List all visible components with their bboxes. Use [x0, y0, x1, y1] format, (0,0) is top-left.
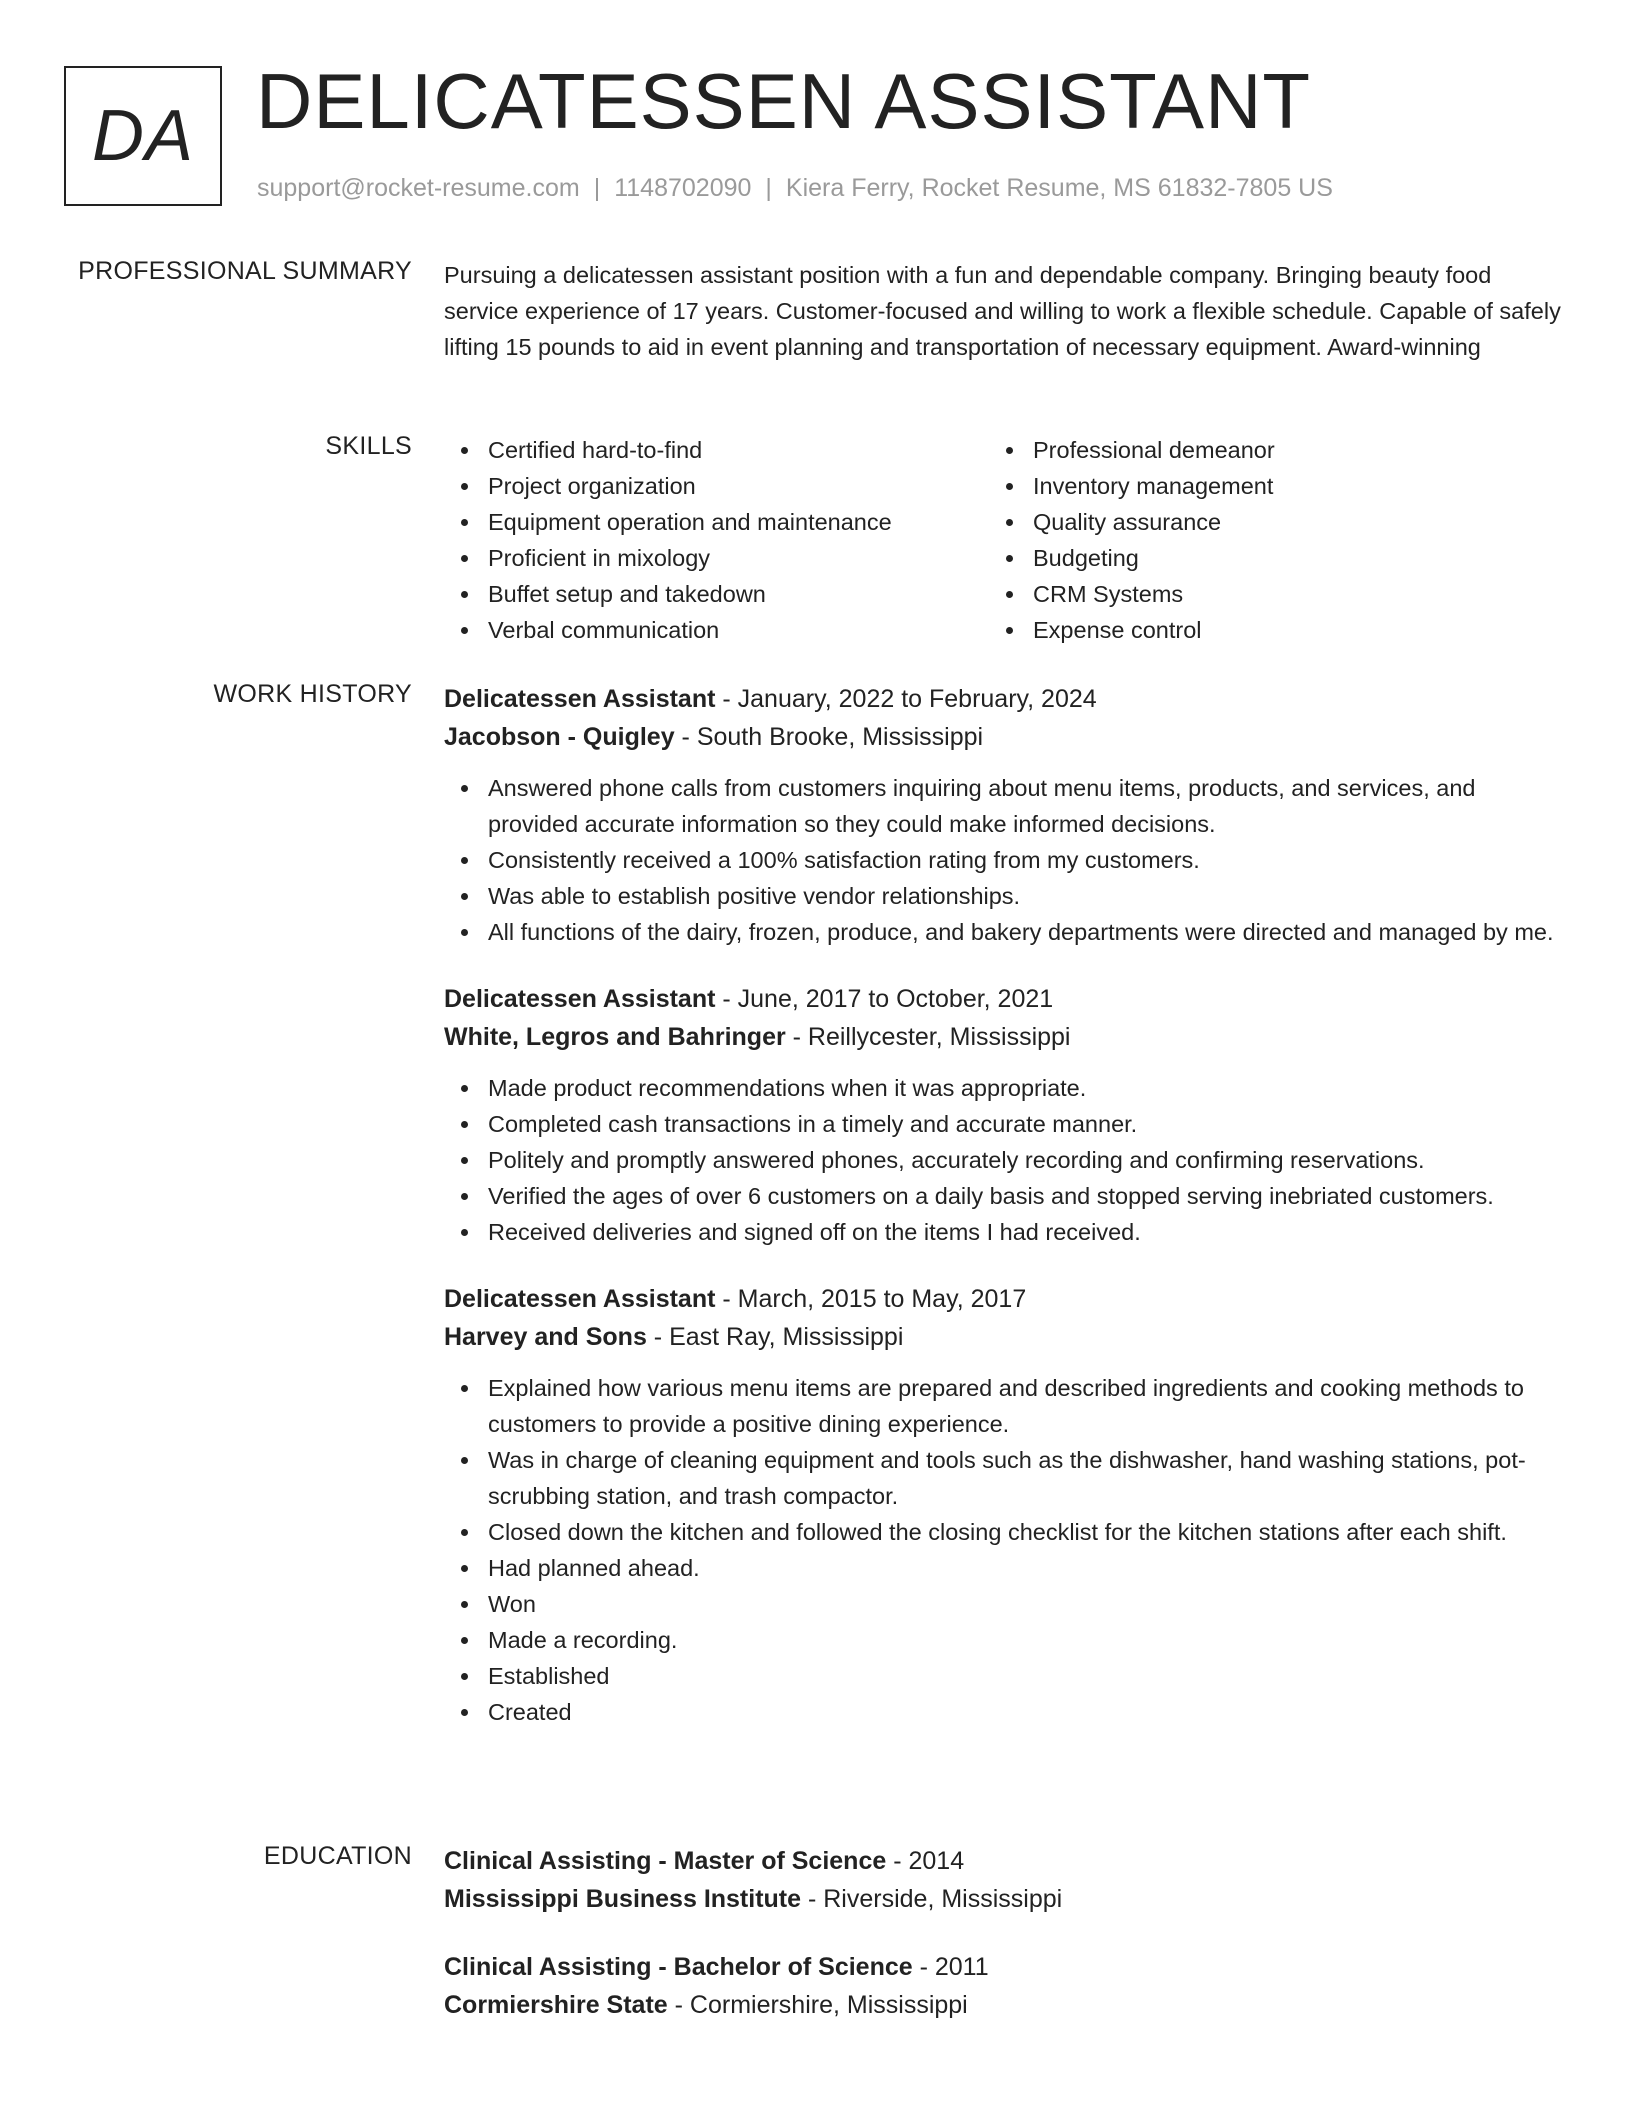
- graduation-year: - 2014: [886, 1847, 965, 1875]
- skill-item: Project organization: [444, 468, 892, 504]
- job-company-line: [444, 718, 1564, 756]
- skills-list-left: [444, 432, 892, 648]
- job-title: Delicatessen Assistant: [444, 985, 716, 1013]
- degree: Clinical Assisting - Master of Science: [444, 1847, 887, 1875]
- summary-text: Pursuing a delicatessen assistant position with a fun and dependable company. Bringing beauty food service experience of 17 years. Customer-focused and willing to work a flexible schedule. Capable of safely lifting 15 pounds to aid in event planning and transportation of necessary equipment. Award-winning: [444, 262, 1561, 360]
- section-label: SKILLS: [325, 432, 412, 460]
- section-label: EDUCATION: [263, 1842, 412, 1870]
- contact-phone[interactable]: 1148702090: [614, 174, 752, 202]
- job-bullet: Had planned ahead.: [444, 1550, 1564, 1586]
- contact-email[interactable]: support@rocket-resume.com: [257, 174, 580, 202]
- page-title: DELICATESSEN ASSISTANT: [256, 57, 1312, 145]
- job-title: Delicatessen Assistant: [444, 685, 716, 713]
- school-line: [444, 1880, 1564, 1918]
- school: Cormiershire State: [444, 1991, 668, 2019]
- school-line: [444, 1986, 1564, 2024]
- skill-item: Proficient in mixology: [444, 540, 892, 576]
- skill-item: Professional demeanor: [989, 432, 1275, 468]
- job-dates: - June, 2017 to October, 2021: [715, 985, 1054, 1013]
- skill-item: Buffet setup and takedown: [444, 576, 892, 612]
- contact-address: Kiera Ferry, Rocket Resume, MS 61832-7805 US: [785, 174, 1333, 202]
- contact-separator: |: [765, 174, 772, 202]
- job-bullet: Made a recording.: [444, 1622, 1564, 1658]
- job-bullet: Explained how various menu items are prepared and described ingredients and cooking methods to customers to provide a positive dining experience.: [444, 1370, 1564, 1442]
- graduation-year: - 2011: [912, 1953, 989, 1981]
- job-title: Delicatessen Assistant: [444, 1285, 716, 1313]
- job-company: Harvey and Sons: [444, 1323, 647, 1351]
- skill-item: Certified hard-to-find: [444, 432, 892, 468]
- job-bullet: Verified the ages of over 6 customers on a daily basis and stopped serving inebriated customers.: [444, 1178, 1564, 1214]
- job-company-line: [444, 1318, 1564, 1356]
- job-entry: [444, 980, 1564, 1250]
- section-label: WORK HISTORY: [213, 680, 412, 708]
- skill-item: Expense control: [989, 612, 1275, 648]
- job-location: - Reillycester, Mississippi: [785, 1023, 1071, 1051]
- job-dates: - January, 2022 to February, 2024: [715, 685, 1097, 713]
- contact-separator: |: [593, 174, 601, 202]
- job-bullet: Established: [444, 1658, 1564, 1694]
- skill-item: CRM Systems: [989, 576, 1275, 612]
- degree-line: [444, 1948, 1564, 1986]
- job-bullet: Closed down the kitchen and followed the closing checklist for the kitchen stations after each shift.: [444, 1514, 1564, 1550]
- job-bullet: Answered phone calls from customers inquiring about menu items, products, and services, and provided accurate information so they could make informed decisions.: [444, 770, 1564, 842]
- job-title-line: [444, 980, 1564, 1018]
- education-entry: [444, 1842, 1564, 1918]
- school: Mississippi Business Institute: [444, 1885, 802, 1913]
- job-bullet: Was in charge of cleaning equipment and tools such as the dishwasher, hand washing stations, pot-scrubbing station, and trash compactor.: [444, 1442, 1564, 1514]
- job-location: - East Ray, Mississippi: [646, 1323, 904, 1351]
- job-title-line: [444, 680, 1564, 718]
- job-entry: [444, 1280, 1564, 1730]
- job-company-line: [444, 1018, 1564, 1056]
- job-location: - South Brooke, Mississippi: [674, 723, 984, 751]
- job-bullets: [444, 1070, 1564, 1250]
- job-company: White, Legros and Bahringer: [444, 1023, 786, 1051]
- job-bullet: Made product recommendations when it was appropriate.: [444, 1070, 1564, 1106]
- job-bullet: Politely and promptly answered phones, accurately recording and confirming reservations.: [444, 1142, 1564, 1178]
- skill-item: Quality assurance: [989, 504, 1275, 540]
- job-bullets: [444, 1370, 1564, 1730]
- job-bullet: Created: [444, 1694, 1564, 1730]
- skill-item: Inventory management: [989, 468, 1275, 504]
- job-bullets: [444, 770, 1564, 950]
- degree: Clinical Assisting - Bachelor of Science: [444, 1953, 913, 1981]
- job-company: Jacobson - Quigley: [444, 723, 675, 751]
- degree-line: [444, 1842, 1564, 1880]
- monogram: DA: [64, 66, 222, 206]
- job-dates: - March, 2015 to May, 2017: [715, 1285, 1027, 1313]
- skill-item: Verbal communication: [444, 612, 892, 648]
- education-entry: [444, 1948, 1564, 2024]
- school-location: - Cormiershire, Mississippi: [667, 1991, 968, 2019]
- school-location: - Riverside, Mississippi: [801, 1885, 1063, 1913]
- job-title-line: [444, 1280, 1564, 1318]
- job-bullet: Received deliveries and signed off on the items I had received.: [444, 1214, 1564, 1250]
- skill-item: Budgeting: [989, 540, 1275, 576]
- section-label: PROFESSIONAL SUMMARY: [78, 257, 412, 285]
- job-bullet: Completed cash transactions in a timely and accurate manner.: [444, 1106, 1564, 1142]
- contact-line: [257, 174, 1333, 203]
- skills-list-right: [989, 432, 1275, 648]
- skill-item: Equipment operation and maintenance: [444, 504, 892, 540]
- job-bullet: Was able to establish positive vendor relationships.: [444, 878, 1564, 914]
- job-bullet: Won: [444, 1586, 1564, 1622]
- job-entry: [444, 680, 1564, 950]
- job-bullet: Consistently received a 100% satisfaction rating from my customers.: [444, 842, 1564, 878]
- job-bullet: All functions of the dairy, frozen, produce, and bakery departments were directed and managed by me.: [444, 914, 1564, 950]
